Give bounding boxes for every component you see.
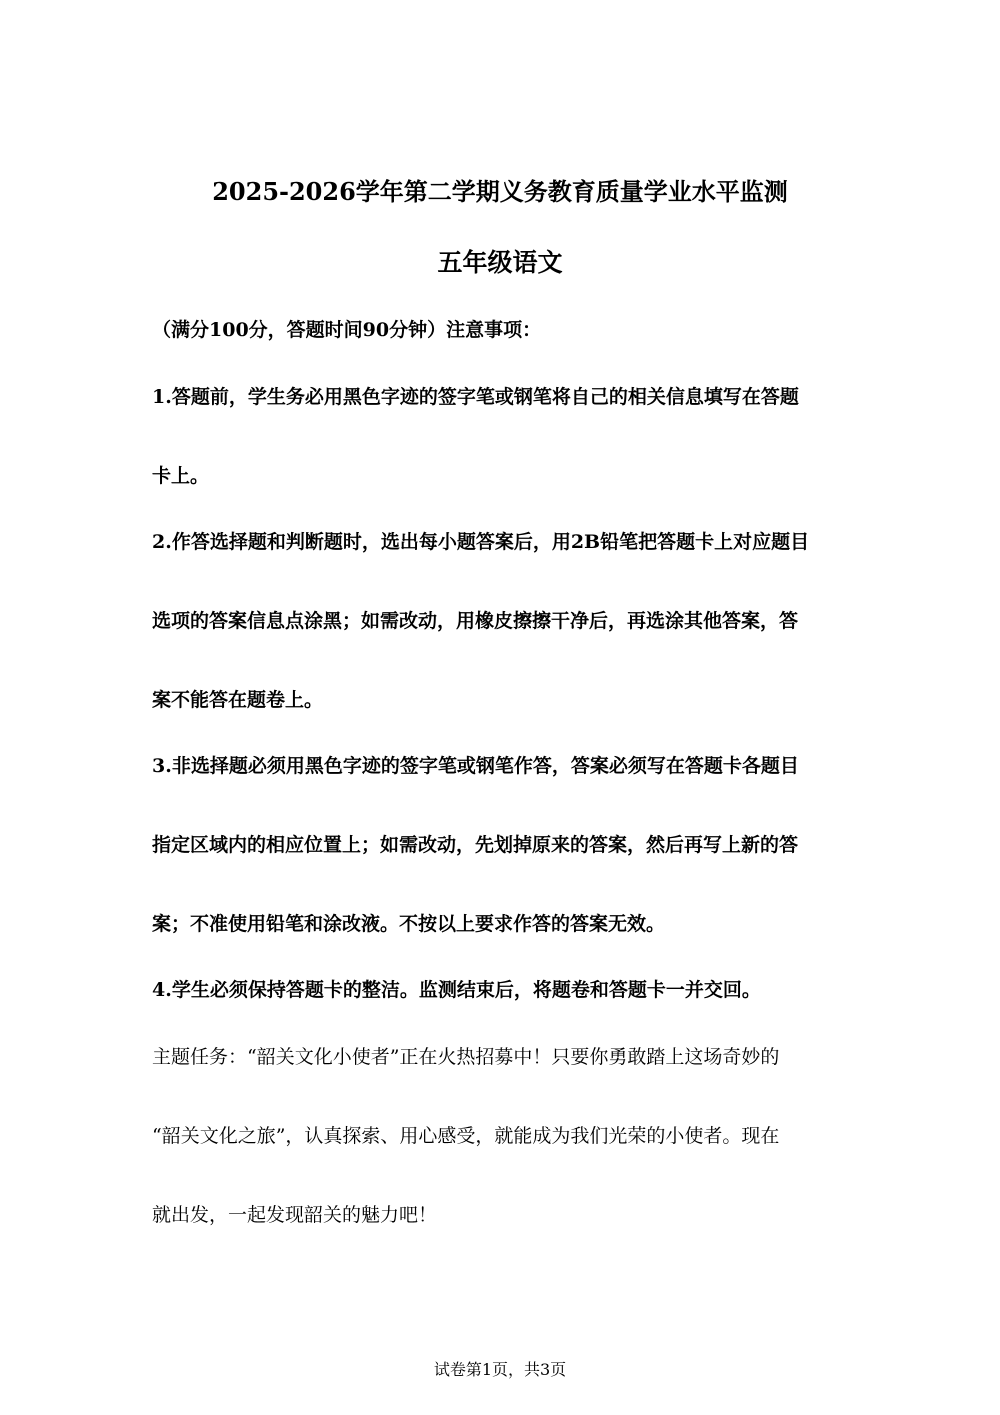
notice-item-3-line-2: 指定区域内的相应位置上；如需改动，先划掉原来的答案，然后再写上新的答 xyxy=(152,834,799,856)
notice-item-2-line-3: 案不能答在题卷上。 xyxy=(152,689,324,711)
theme-task-line-3: 就出发，一起发现韶关的魅力吧！ xyxy=(152,1204,438,1226)
notice-header: （满分100分，答题时间90分钟）注意事项： xyxy=(152,319,542,341)
notice-item-2-line-2: 选项的答案信息点涂黑；如需改动，用橡皮擦擦干净后，再选涂其他答案，答 xyxy=(152,610,799,632)
notice-item-1-line-1: 1.答题前，学生务必用黑色字迹的签字笔或钢笔将自己的相关信息填写在答题 xyxy=(152,386,799,408)
notice-item-1-line-2: 卡上。 xyxy=(152,465,210,487)
theme-task-line-1: 主题任务：“韶关文化小使者”正在火热招募中！只要你勇敢踏上这场奇妙的 xyxy=(152,1046,780,1068)
exam-title: 2025-2026学年第二学期义务教育质量学业水平监测 xyxy=(212,177,788,206)
page-footer: 试卷第1页，共3页 xyxy=(433,1360,567,1379)
notice-item-3-line-1: 3.非选择题必须用黑色字迹的签字笔或钢笔作答，答案必须写在答题卡各题目 xyxy=(152,755,799,777)
notice-item-3-line-3: 案；不准使用铅笔和涂改液。不按以上要求作答的答案无效。 xyxy=(152,913,666,935)
notice-item-4-line-1: 4.学生必须保持答题卡的整洁。监测结束后，将题卷和答题卡一并交回。 xyxy=(152,979,761,1001)
exam-subtitle: 五年级语文 xyxy=(437,248,563,277)
notice-item-2-line-1: 2.作答选择题和判断题时，选出每小题答案后，用2B铅笔把答题卡上对应题目 xyxy=(152,531,810,553)
theme-task-line-2: “韶关文化之旅”，认真探索、用心感受，就能成为我们光荣的小使者。现在 xyxy=(152,1125,780,1147)
